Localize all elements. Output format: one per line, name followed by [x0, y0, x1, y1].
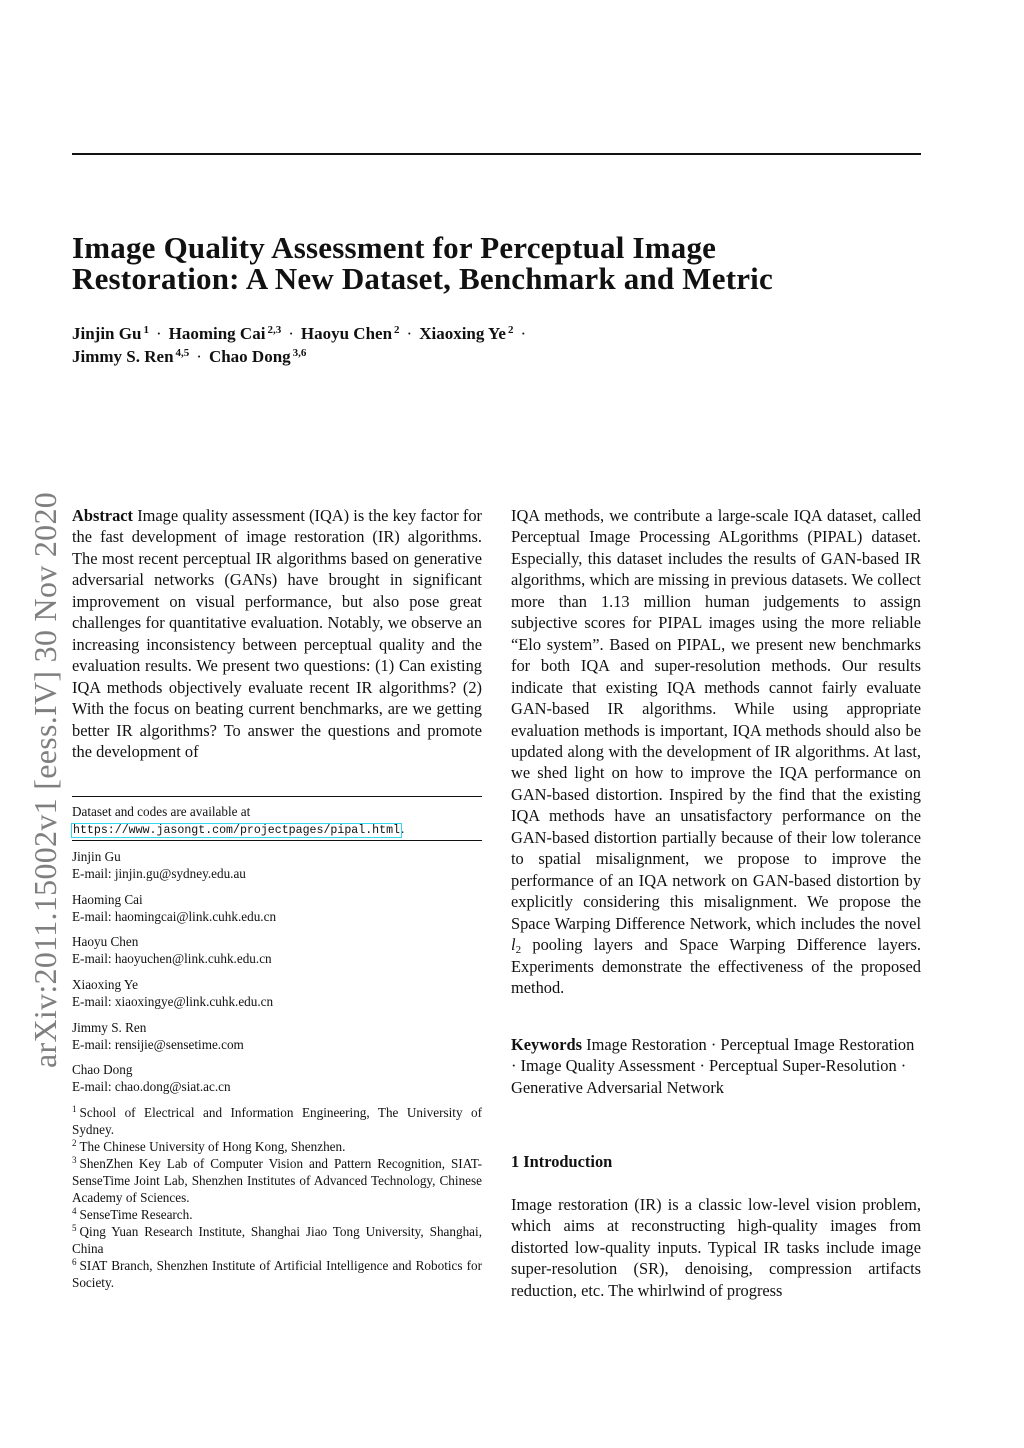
contact-email: E-mail: haomingcai@link.cuhk.edu.cn: [72, 908, 277, 924]
author-separator: ·: [155, 324, 162, 343]
author-name: Chao Dong: [208, 347, 291, 366]
abstract-text-right-b: pooling layers and Space Warping Difference layers. Experiments demonstrate the effectiveness of the proposed method.: [511, 935, 921, 997]
author-line-2: [72, 345, 932, 368]
dataset-note: [72, 803, 492, 839]
contact-email: E-mail: rensijie@sensetime.com: [72, 1036, 244, 1052]
math-l: l: [511, 935, 516, 955]
contact-rule: [72, 840, 482, 841]
author-name: Haoyu Chen: [300, 324, 393, 343]
affiliation-text: Qing Yuan Research Institute, Shanghai Jiao Tong University, Shanghai, China: [72, 1224, 482, 1256]
abstract-right-column: [511, 505, 921, 998]
contact-name: Haoyu Chen: [72, 934, 139, 950]
affiliation-text: The Chinese University of Hong Kong, Shenzhen.: [79, 1139, 346, 1154]
contact-list: [72, 848, 482, 1104]
affiliation-number: 3: [72, 1155, 77, 1165]
intro-paragraph: Image restoration (IR) is a classic low-level vision problem, which aims at reconstructing high-quality images from distorted low-quality inputs. Typical IR tasks include image super-resolution (SR), denoising, compression artifacts reduction, etc. The whirlwind of progress: [511, 1195, 921, 1300]
affiliation-number: 4: [72, 1206, 77, 1216]
contact-email: E-mail: haoyuchen@link.cuhk.edu.cn: [72, 951, 272, 967]
header-rule: [72, 153, 921, 155]
contact-email: E-mail: chao.dong@siat.ac.cn: [72, 1079, 231, 1095]
author-sup: 3,6: [292, 347, 307, 359]
affiliation-item: [72, 1257, 482, 1291]
author-sup: 2: [394, 324, 400, 336]
affiliation-text: SIAT Branch, Shenzhen Institute of Artificial Intelligence and Robotics for Society.: [72, 1258, 482, 1290]
affiliation-item: [72, 1138, 482, 1155]
author-name: Haoming Cai: [168, 324, 266, 343]
contact-name: Haoming Cai: [72, 891, 143, 907]
footnote-rule: [72, 796, 482, 797]
dataset-note-prefix: Dataset and codes are available at: [72, 804, 251, 819]
author-sup: 2: [507, 324, 514, 336]
contact-email: E-mail: xiaoxingye@link.cuhk.edu.cn: [72, 994, 274, 1010]
contact-item: [72, 1061, 482, 1095]
dataset-note-suffix: .: [401, 821, 405, 836]
affiliation-text: SenseTime Research.: [79, 1207, 193, 1222]
abstract-left-column: [72, 505, 482, 762]
author-separator: ·: [196, 347, 202, 366]
affiliation-text: ShenZhen Key Lab of Computer Vision and Pattern Recognition, SIAT-SenseTime Joint Lab, Shenzhen Institutes of Advanced Technology, Chinese Academy of Sciences.: [72, 1156, 482, 1205]
contact-item: [72, 848, 482, 882]
paper-title: [72, 232, 932, 294]
title-line-2: Restoration: A New Dataset, Benchmark and Metric: [72, 261, 773, 296]
dataset-link[interactable]: https://www.jasongt.com/projectpages/pipal.html: [73, 824, 400, 837]
author-separator: ·: [288, 324, 294, 343]
affiliation-number: 6: [72, 1257, 77, 1267]
math-subscript: 2: [515, 944, 522, 957]
affiliation-item: [72, 1155, 482, 1206]
arxiv-side-label: arXiv:2011.15002v1 [eess.IV] 30 Nov 2020: [27, 491, 63, 1068]
keywords: [511, 1034, 921, 1098]
abstract-text-left: Image quality assessment (IQA) is the key factor for the fast development of image restoration (IR) algorithms. The most recent perceptual IR algorithms based on generative adversarial networks (GANs) have brought in significant improvement on visual performance, but also pose great challenges for quantitative evaluation. Notably, we observe an increasing inconsistency between perceptual quality and the evaluation results. We present two questions: (1) Can existing IQA methods objectively evaluate recent IR algorithms? (2) With the focus on beating current benchmarks, are we getting better IR algorithms? To answer the questions and promote the development of: [72, 506, 482, 761]
title-line-1: Image Quality Assessment for Perceptual Image: [72, 230, 717, 265]
keywords-label: Keywords: [511, 1035, 583, 1054]
author-name: Jinjin Gu: [72, 324, 142, 343]
affiliation-list: [72, 1104, 482, 1291]
author-name: Jimmy S. Ren: [72, 347, 174, 366]
contact-item: [72, 891, 482, 925]
author-name: Xiaoxing Ye: [419, 324, 506, 343]
author-sup: 1: [143, 324, 149, 336]
abstract-text-right-a: IQA methods, we contribute a large-scale IQA dataset, called Perceptual Image Processing ALgorithms (PIPAL) dataset. Especially, this dataset includes the results of GAN-based IR algorithms, which are missing in previous datasets. We collect more than 1.13 million human judgements to assign subjective scores for PIPAL images using the more reliable “Elo system”. Based on PIPAL, we present new benchmarks for both IQA and super-resolution methods. Our results indicate that existing IQA methods cannot fairly evaluate GAN-based IR algorithms. While using appropriate evaluation methods is important, IQA methods should also be updated along with the development of IR algorithms. At last, we shed light on how to improve the IQA performance on GAN-based distortion. Inspired by the find that the existing IQA methods have an unsatisfactory performance on the GAN-based distortion partially because of their low tolerance to spatial misalignment, we propose to improve the performance of an IQA network on GAN-based distortion by explicitly considering this misalignment. We propose the Space Warping Difference Network, which includes the novel: [511, 506, 921, 933]
affiliation-item: [72, 1206, 482, 1223]
contact-item: [72, 976, 482, 1010]
contact-item: [72, 1019, 482, 1053]
author-sup: 4,5: [175, 347, 190, 359]
author-separator: ·: [520, 324, 527, 343]
author-line-1: [72, 322, 932, 345]
affiliation-number: 5: [72, 1223, 77, 1233]
affiliation-number: 2: [72, 1138, 77, 1148]
abstract-label: Abstract: [72, 506, 133, 525]
author-separator: ·: [406, 324, 413, 343]
author-list: [72, 322, 932, 368]
affiliation-text: School of Electrical and Information Engineering, The University of Sydney.: [72, 1105, 482, 1137]
contact-item: [72, 933, 482, 967]
contact-name: Jinjin Gu: [72, 849, 121, 864]
contact-email: E-mail: jinjin.gu@sydney.edu.au: [72, 866, 246, 881]
affiliation-number: 1: [72, 1104, 77, 1114]
contact-name: Jimmy S. Ren: [72, 1019, 147, 1035]
affiliation-item: [72, 1223, 482, 1257]
contact-name: Chao Dong: [72, 1062, 133, 1078]
contact-name: Xiaoxing Ye: [72, 977, 138, 993]
section-heading: 1 Introduction: [511, 1152, 613, 1171]
affiliation-item: [72, 1104, 482, 1138]
author-sup: 2,3: [267, 324, 282, 336]
keywords-text: Image Restoration · Perceptual Image Restoration · Image Quality Assessment · Perceptual Super-Resolution · Generative Adversarial Network: [511, 1035, 915, 1097]
